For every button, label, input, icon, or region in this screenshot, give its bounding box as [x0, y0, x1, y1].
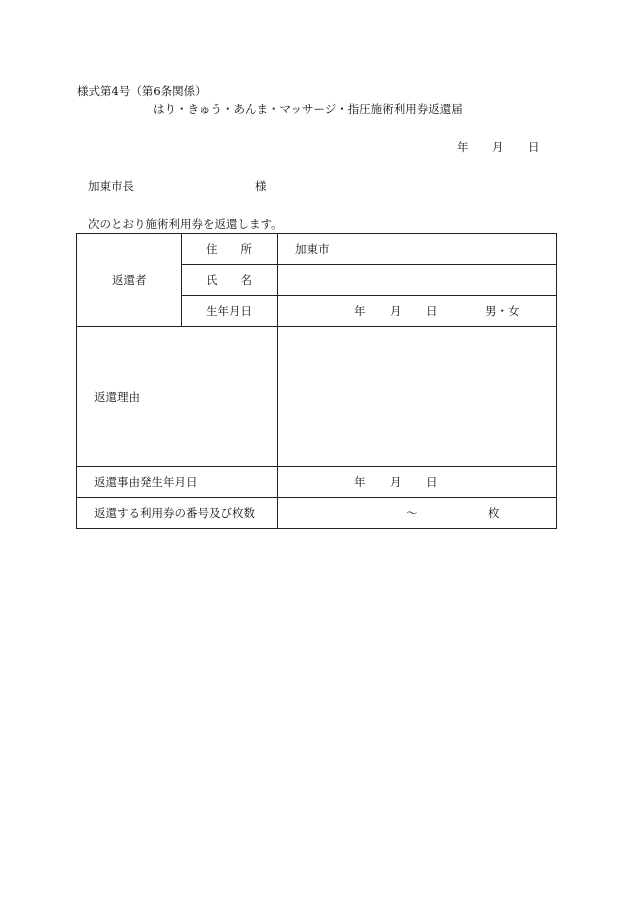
- birth-month-label: 月: [390, 304, 402, 318]
- addressee-honorific: 様: [255, 179, 267, 193]
- form-number-label: 様式第4号（第6条関係）: [77, 84, 207, 98]
- address-value: 加東市: [295, 242, 330, 256]
- occurrence-month-label: 月: [390, 475, 402, 489]
- addressee-mayor: 加東市長: [88, 179, 134, 193]
- birthdate-field[interactable]: [278, 296, 557, 327]
- occurrence-date-label: 返還事由発生年月日: [94, 475, 198, 489]
- sex-selector[interactable]: 男・女: [485, 304, 520, 318]
- reason-field[interactable]: [278, 327, 557, 467]
- birthdate-label-cell: [182, 296, 278, 327]
- returner-label: 返還者: [112, 273, 147, 287]
- birth-day-label: 日: [426, 304, 438, 318]
- tickets-label: 返還する利用券の番号及び枚数: [94, 506, 255, 520]
- ticket-count-unit: 枚: [488, 506, 500, 520]
- returner-label-cell: [77, 234, 182, 327]
- occurrence-day-label: 日: [426, 475, 438, 489]
- name-field[interactable]: [278, 265, 557, 296]
- address-label-cell: [182, 234, 278, 265]
- address-field[interactable]: [278, 234, 557, 265]
- birthdate-label: 生年月日: [206, 304, 252, 318]
- occurrence-year-label: 年: [354, 475, 366, 489]
- name-label: 氏 名: [206, 273, 252, 287]
- date-day-label: 日: [528, 140, 540, 154]
- tickets-field[interactable]: [278, 498, 557, 529]
- reason-label-cell: [77, 327, 278, 467]
- birth-year-label: 年: [354, 304, 366, 318]
- reason-label: 返還理由: [94, 389, 140, 404]
- document-title: はり・きゅう・あんま・マッサージ・指圧施術利用券返還届: [153, 102, 463, 116]
- return-form-table: [76, 233, 557, 529]
- tickets-label-cell: [77, 498, 278, 529]
- ticket-range-tilde: ～: [406, 506, 418, 520]
- name-label-cell: [182, 265, 278, 296]
- address-label: 住 所: [206, 242, 252, 256]
- occurrence-label-cell: [77, 467, 278, 498]
- intro-text: 次のとおり施術利用券を返還します。: [88, 217, 283, 231]
- occurrence-date-field[interactable]: [278, 467, 557, 498]
- date-month-label: 月: [492, 140, 504, 154]
- date-year-label: 年: [457, 140, 469, 154]
